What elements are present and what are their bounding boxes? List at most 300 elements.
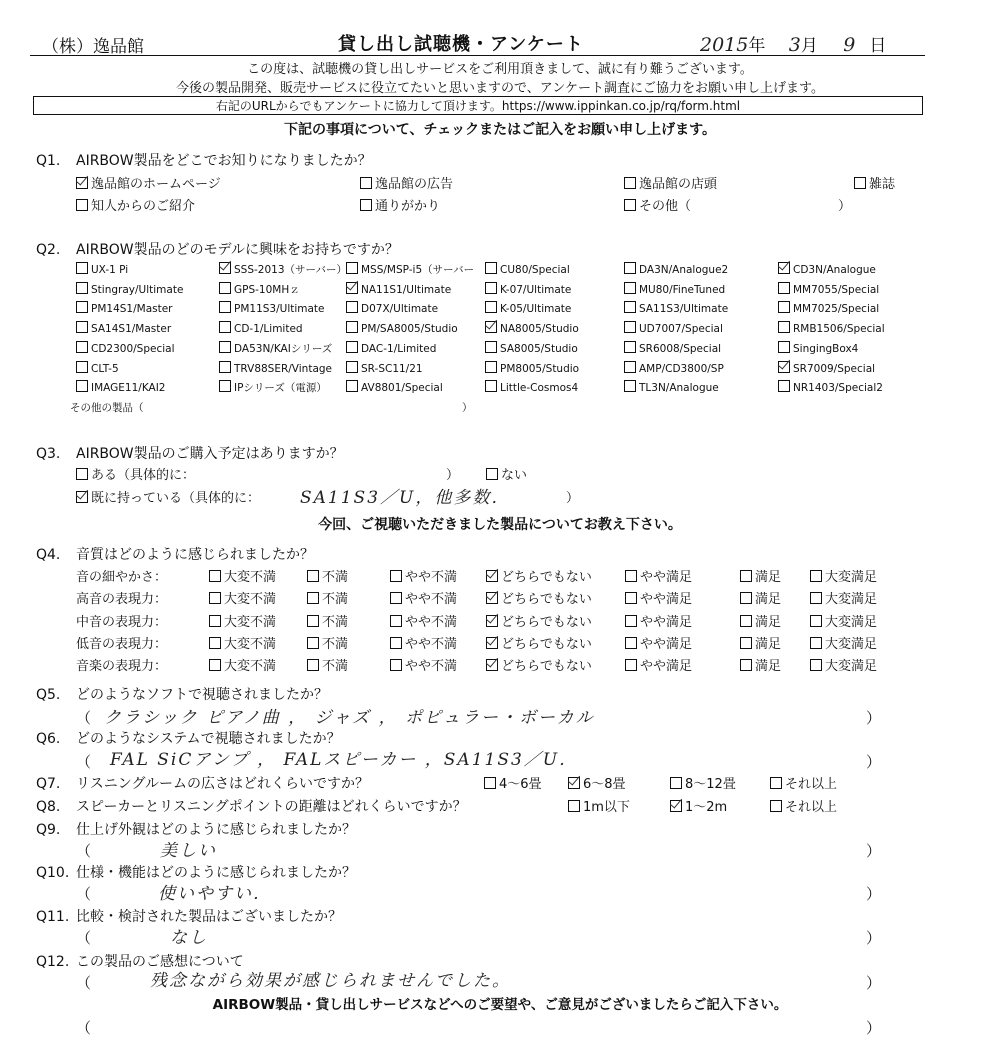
option-label: 通りがかり bbox=[375, 199, 441, 214]
checkbox[interactable] bbox=[390, 659, 402, 671]
checkbox[interactable] bbox=[360, 177, 372, 189]
option-label: CU80/Special bbox=[500, 264, 570, 276]
checkbox[interactable] bbox=[485, 262, 497, 274]
option-q2-37[interactable] bbox=[219, 380, 327, 395]
checkbox[interactable] bbox=[624, 282, 636, 294]
option-q1-1[interactable] bbox=[360, 173, 453, 192]
checkbox[interactable] bbox=[346, 262, 358, 274]
date-day-label: 日 bbox=[869, 36, 887, 56]
option-label: 逸品館のホームページ bbox=[91, 177, 221, 192]
option-label: AV8801/Special bbox=[361, 382, 443, 394]
option-q4-r4-1[interactable] bbox=[307, 655, 348, 674]
option-q2-15[interactable] bbox=[485, 301, 571, 315]
option-q4-r2-2[interactable] bbox=[390, 611, 457, 630]
option-q2-11[interactable] bbox=[778, 282, 879, 296]
checkbox[interactable] bbox=[76, 282, 88, 294]
checkbox[interactable] bbox=[209, 570, 221, 582]
option-q4-r4-4[interactable] bbox=[625, 655, 692, 674]
option-label: やや満足 bbox=[640, 615, 693, 630]
checkbox[interactable] bbox=[346, 341, 358, 353]
option-label: 知人からのご紹介 bbox=[91, 199, 196, 214]
option-label: Stingray/Ultimate bbox=[91, 284, 184, 296]
option-q2-28[interactable] bbox=[624, 341, 721, 355]
checkbox[interactable] bbox=[307, 637, 319, 649]
q4-row-label: 音の細やかさ： bbox=[76, 570, 168, 585]
option-label: どちらでもない bbox=[501, 592, 592, 607]
option-label: SSS-2013（サーバー） bbox=[234, 264, 347, 276]
checkbox-checked[interactable] bbox=[346, 282, 358, 294]
checkbox[interactable] bbox=[390, 570, 402, 582]
option-label: TRV88SER/Vintage bbox=[234, 363, 333, 375]
q7-text: リスニングルームの広さはどれくらいですか？ bbox=[76, 776, 370, 792]
option-label: 満足 bbox=[755, 592, 782, 607]
checkbox[interactable] bbox=[219, 380, 231, 392]
option-q2-31[interactable] bbox=[219, 361, 332, 375]
option-q2-13[interactable] bbox=[219, 301, 325, 315]
checkbox[interactable] bbox=[390, 637, 402, 649]
checkbox[interactable] bbox=[670, 777, 682, 789]
checkbox[interactable] bbox=[346, 321, 358, 333]
option-q2-25[interactable] bbox=[219, 341, 332, 356]
q11-close-paren: ） bbox=[866, 929, 882, 947]
option-q4-r0-5[interactable] bbox=[740, 566, 781, 585]
checkbox[interactable] bbox=[740, 592, 752, 604]
option-q4-r2-1[interactable] bbox=[307, 611, 348, 630]
option-label: PM11S3/Ultimate bbox=[234, 303, 325, 315]
option-q8-0[interactable] bbox=[568, 796, 630, 815]
option-q7-0[interactable] bbox=[484, 773, 542, 792]
q3-option-no[interactable] bbox=[486, 464, 527, 483]
checkbox[interactable] bbox=[810, 615, 822, 627]
option-q4-r3-0[interactable] bbox=[209, 633, 276, 652]
q9-close-paren: ） bbox=[866, 842, 882, 860]
option-q2-40[interactable] bbox=[624, 380, 719, 394]
checkbox-checked[interactable] bbox=[76, 491, 88, 503]
option-q2-16[interactable] bbox=[624, 301, 728, 315]
option-label: IPシリーズ（電源） bbox=[234, 382, 327, 394]
checkbox[interactable] bbox=[854, 177, 866, 189]
checkbox[interactable] bbox=[778, 341, 790, 353]
checkbox[interactable] bbox=[209, 592, 221, 604]
checkbox[interactable] bbox=[625, 570, 637, 582]
q5-text: どのようなソフトで視聴されましたか？ bbox=[76, 687, 328, 703]
checkbox-checked[interactable] bbox=[568, 777, 580, 789]
option-q4-r2-0[interactable] bbox=[209, 611, 276, 630]
checkbox[interactable] bbox=[778, 282, 790, 294]
checkbox[interactable] bbox=[624, 380, 636, 392]
option-label: やや満足 bbox=[640, 659, 693, 674]
option-label: 満足 bbox=[755, 637, 782, 652]
q12-text: この製品のご感想について bbox=[76, 954, 244, 970]
option-q4-r2-6[interactable] bbox=[810, 611, 877, 630]
q6-close-paren: ） bbox=[866, 753, 882, 771]
option-label: 満足 bbox=[755, 659, 782, 674]
option-q4-r0-2[interactable] bbox=[390, 566, 457, 585]
option-label: D07X/Ultimate bbox=[361, 303, 439, 315]
checkbox[interactable] bbox=[485, 341, 497, 353]
checkbox[interactable] bbox=[485, 301, 497, 313]
checkbox[interactable] bbox=[624, 262, 636, 274]
q7-question bbox=[36, 773, 369, 793]
option-q8-2[interactable] bbox=[770, 796, 837, 815]
url-line[interactable]: 右記のURLからでもアンケートに協力して頂けます。https://www.ippinkan.co.jp/rq/form.html bbox=[215, 99, 741, 113]
option-q4-r4-6[interactable] bbox=[810, 655, 877, 674]
option-label: 1～2m bbox=[685, 800, 728, 815]
q3-number: Q3. bbox=[36, 446, 61, 462]
checkbox[interactable] bbox=[346, 380, 358, 392]
checkbox[interactable] bbox=[778, 321, 790, 333]
q1-other-close: ） bbox=[838, 199, 852, 214]
option-q2-21[interactable] bbox=[485, 321, 579, 335]
checkbox[interactable] bbox=[307, 592, 319, 604]
option-q2-2[interactable] bbox=[346, 262, 474, 277]
option-label: 満足 bbox=[755, 570, 782, 585]
checkbox[interactable] bbox=[624, 341, 636, 353]
checkbox[interactable] bbox=[219, 361, 231, 373]
option-label: MSS/MSP-i5（サーバー bbox=[361, 264, 475, 276]
option-label: やや満足 bbox=[640, 592, 693, 607]
checkbox[interactable] bbox=[360, 199, 372, 211]
option-label: SA11S3/Ultimate bbox=[639, 303, 729, 315]
option-label: 大変不満 bbox=[224, 615, 277, 630]
option-label: やや満足 bbox=[640, 637, 693, 652]
checkbox[interactable] bbox=[76, 301, 88, 313]
checkbox[interactable] bbox=[624, 199, 636, 211]
option-q2-23[interactable] bbox=[778, 321, 885, 335]
checkbox-checked[interactable] bbox=[76, 177, 88, 189]
option-q4-r0-0[interactable] bbox=[209, 566, 276, 585]
option-label: 満足 bbox=[755, 615, 782, 630]
option-q2-26[interactable] bbox=[346, 341, 436, 355]
option-label: K-05/Ultimate bbox=[500, 303, 572, 315]
option-q2-18[interactable] bbox=[76, 321, 171, 335]
option-q2-20[interactable] bbox=[346, 321, 458, 335]
checkbox-checked[interactable] bbox=[486, 659, 498, 671]
checkbox[interactable] bbox=[76, 262, 88, 274]
q10-number: Q10. bbox=[36, 865, 70, 881]
checkbox[interactable] bbox=[484, 777, 496, 789]
checkbox[interactable] bbox=[307, 570, 319, 582]
q3-question bbox=[36, 443, 344, 463]
option-q1-0[interactable] bbox=[76, 173, 221, 192]
option-q4-r1-3[interactable] bbox=[486, 588, 592, 607]
option-q7-3[interactable] bbox=[770, 773, 837, 792]
q11-open-paren: （ bbox=[76, 929, 92, 947]
option-q2-39[interactable] bbox=[485, 380, 578, 394]
option-q2-29[interactable] bbox=[778, 341, 858, 355]
checkbox[interactable] bbox=[219, 301, 231, 313]
option-q1-4[interactable] bbox=[76, 195, 195, 214]
option-q4-r1-2[interactable] bbox=[390, 588, 457, 607]
checkbox[interactable] bbox=[624, 361, 636, 373]
option-q1-3[interactable] bbox=[854, 173, 895, 192]
checkbox[interactable] bbox=[740, 615, 752, 627]
option-q4-r1-6[interactable] bbox=[810, 588, 877, 607]
q8-question bbox=[36, 796, 467, 816]
q5-answer-handwritten: クラシック ピアノ曲 ， ジャズ ， ポピュラー・ボーカル bbox=[104, 708, 595, 728]
option-q4-r2-4[interactable] bbox=[625, 611, 692, 630]
checkbox[interactable] bbox=[346, 361, 358, 373]
checkbox[interactable] bbox=[625, 637, 637, 649]
checkbox[interactable] bbox=[76, 380, 88, 392]
checkbox[interactable] bbox=[390, 592, 402, 604]
checkbox-checked[interactable] bbox=[778, 262, 790, 274]
option-q4-r4-2[interactable] bbox=[390, 655, 457, 674]
q2-other-products bbox=[70, 400, 144, 415]
option-q2-30[interactable] bbox=[76, 361, 119, 375]
q1-number: Q1. bbox=[36, 153, 61, 169]
option-q4-r2-3[interactable] bbox=[486, 611, 592, 630]
option-q8-1[interactable] bbox=[670, 796, 727, 815]
option-label: やや満足 bbox=[640, 570, 693, 585]
q1-question bbox=[36, 150, 372, 170]
option-q2-4[interactable] bbox=[624, 262, 728, 276]
option-q2-19[interactable] bbox=[219, 321, 303, 335]
date-month-label: 月 bbox=[800, 36, 818, 56]
option-label: 大変不満 bbox=[224, 659, 277, 674]
q10-close-paren: ） bbox=[866, 885, 882, 903]
checkbox[interactable] bbox=[778, 380, 790, 392]
option-q4-r0-1[interactable] bbox=[307, 566, 348, 585]
option-label: MM7025/Special bbox=[793, 303, 880, 315]
option-q2-1[interactable] bbox=[219, 262, 347, 277]
option-label: MM7055/Special bbox=[793, 284, 880, 296]
option-q2-0[interactable] bbox=[76, 262, 128, 276]
checkbox[interactable] bbox=[770, 777, 782, 789]
option-label: NA11S1/Ultimate bbox=[361, 284, 452, 296]
option-label: どちらでもない bbox=[501, 659, 592, 674]
checkbox[interactable] bbox=[778, 301, 790, 313]
option-q7-2[interactable] bbox=[670, 773, 736, 792]
checkbox-checked[interactable] bbox=[486, 637, 498, 649]
checkbox[interactable] bbox=[76, 361, 88, 373]
option-q2-10[interactable] bbox=[624, 282, 725, 296]
checkbox[interactable] bbox=[485, 380, 497, 392]
option-q4-r4-0[interactable] bbox=[209, 655, 276, 674]
option-q4-r3-1[interactable] bbox=[307, 633, 348, 652]
option-q2-3[interactable] bbox=[485, 262, 570, 276]
option-q4-r3-6[interactable] bbox=[810, 633, 877, 652]
option-q2-12[interactable] bbox=[76, 301, 173, 315]
date-day-handwritten: 9 bbox=[843, 34, 856, 56]
q4-row-label: 低音の表現力： bbox=[76, 637, 168, 652]
checkbox[interactable] bbox=[307, 615, 319, 627]
q2-other-label: その他の製品（ bbox=[70, 402, 144, 414]
checkbox[interactable] bbox=[770, 800, 782, 812]
checkbox-checked[interactable] bbox=[486, 615, 498, 627]
option-label: 6～8畳 bbox=[583, 777, 626, 792]
option-q4-r0-3[interactable] bbox=[486, 566, 592, 585]
option-q2-6[interactable] bbox=[76, 282, 183, 296]
option-q2-24[interactable] bbox=[76, 341, 175, 355]
checkbox[interactable] bbox=[209, 615, 221, 627]
option-q1-6[interactable] bbox=[624, 195, 691, 214]
q12-open-paren: （ bbox=[76, 974, 92, 992]
checkbox-checked[interactable] bbox=[219, 262, 231, 274]
q11-number: Q11. bbox=[36, 909, 70, 925]
q4-text: 音質はどのように感じられましたか？ bbox=[76, 547, 314, 563]
checkbox[interactable] bbox=[625, 659, 637, 671]
option-q2-14[interactable] bbox=[346, 301, 438, 315]
q5-close-paren: ） bbox=[866, 709, 882, 727]
option-q1-2[interactable] bbox=[624, 173, 717, 192]
option-q4-r1-0[interactable] bbox=[209, 588, 276, 607]
option-label: GPS-10MHｚ bbox=[234, 284, 300, 296]
checkbox[interactable] bbox=[625, 615, 637, 627]
checkbox[interactable] bbox=[219, 341, 231, 353]
option-label: 不満 bbox=[322, 637, 349, 652]
option-q2-34[interactable] bbox=[624, 361, 724, 375]
q12-answer-handwritten: 残念ながら効果が感じられませんでした。 bbox=[150, 971, 511, 991]
option-label: 8～12畳 bbox=[685, 777, 736, 792]
option-q4-r2-5[interactable] bbox=[740, 611, 781, 630]
option-label: 大変不満 bbox=[224, 570, 277, 585]
closing-lead: AIRBOW製品・貸し出しサービスなどへのご要望や、ご意見がございましたらご記入下さい。 bbox=[212, 997, 788, 1013]
option-label: DA3N/Analogue2 bbox=[639, 264, 729, 276]
option-q4-r4-5[interactable] bbox=[740, 655, 781, 674]
option-q4-r3-5[interactable] bbox=[740, 633, 781, 652]
checkbox[interactable] bbox=[810, 592, 822, 604]
checkbox[interactable] bbox=[209, 659, 221, 671]
checkbox[interactable] bbox=[76, 199, 88, 211]
option-label: SR6008/Special bbox=[639, 343, 722, 355]
intro-line-1: この度は、試聴機の貸し出しサービスをご利用頂きまして、誠に有り難うございます。 bbox=[247, 62, 753, 77]
option-label: 大変満足 bbox=[825, 615, 878, 630]
checkbox[interactable] bbox=[625, 592, 637, 604]
date-year-label: 年 bbox=[748, 36, 766, 56]
checkbox-checked[interactable] bbox=[486, 570, 498, 582]
q8-number: Q8. bbox=[36, 799, 61, 815]
option-label: PM14S1/Master bbox=[91, 303, 173, 315]
option-label: CD-1/Limited bbox=[234, 323, 303, 335]
checkbox[interactable] bbox=[486, 468, 498, 480]
option-q2-33[interactable] bbox=[485, 361, 579, 375]
option-label: どちらでもない bbox=[501, 637, 592, 652]
option-q2-41[interactable] bbox=[778, 380, 883, 394]
q5-open-paren: （ bbox=[76, 709, 92, 727]
option-q4-r0-6[interactable] bbox=[810, 566, 877, 585]
q3-option-yes[interactable] bbox=[76, 464, 195, 483]
checkbox-checked[interactable] bbox=[778, 361, 790, 373]
option-label: SR-SC11/21 bbox=[361, 363, 423, 375]
checkbox[interactable] bbox=[624, 177, 636, 189]
option-q4-r1-5[interactable] bbox=[740, 588, 781, 607]
option-label: DA53N/KAIシリーズ bbox=[234, 343, 333, 355]
q3-no-label: ない bbox=[501, 468, 528, 483]
option-label: DAC-1/Limited bbox=[361, 343, 437, 355]
checkbox[interactable] bbox=[810, 570, 822, 582]
option-label: K-07/Ultimate bbox=[500, 284, 572, 296]
option-q4-r3-4[interactable] bbox=[625, 633, 692, 652]
checkbox[interactable] bbox=[219, 321, 231, 333]
option-label: それ以上 bbox=[785, 777, 838, 792]
option-q2-36[interactable] bbox=[76, 380, 165, 394]
option-q2-35[interactable] bbox=[778, 361, 875, 375]
option-q4-r4-3[interactable] bbox=[486, 655, 592, 674]
form-title: 貸し出し試聴機・アンケート bbox=[338, 34, 584, 55]
q2-number: Q2. bbox=[36, 242, 61, 258]
q6-text: どのようなシステムで視聴されましたか？ bbox=[76, 731, 341, 747]
option-q4-r1-1[interactable] bbox=[307, 588, 348, 607]
checkbox-checked[interactable] bbox=[485, 321, 497, 333]
checkbox[interactable] bbox=[810, 659, 822, 671]
checkbox[interactable] bbox=[624, 321, 636, 333]
checkbox[interactable] bbox=[76, 468, 88, 480]
option-label: SR7009/Special bbox=[793, 363, 876, 375]
checkbox[interactable] bbox=[76, 341, 88, 353]
q2-text: AIRBOW製品のどのモデルに興味をお持ちですか？ bbox=[76, 242, 399, 258]
option-label: SA8005/Studio bbox=[500, 343, 578, 355]
q10-answer-handwritten: 使いやすい． bbox=[158, 884, 272, 904]
option-label: PM/SA8005/Studio bbox=[361, 323, 458, 335]
q3-own-handwritten: SA11S3／U，他多数． bbox=[300, 488, 511, 508]
header-divider bbox=[30, 55, 925, 56]
checkbox-checked[interactable] bbox=[486, 592, 498, 604]
checkbox[interactable] bbox=[740, 659, 752, 671]
checkbox[interactable] bbox=[485, 282, 497, 294]
closing-open-paren: （ bbox=[76, 1019, 92, 1037]
instruction-lead: 下記の事項について、チェックまたはご記入をお願い申し上げます。 bbox=[284, 122, 716, 138]
option-label: PM8005/Studio bbox=[500, 363, 580, 375]
q3-option-own[interactable] bbox=[76, 487, 260, 506]
option-q4-r3-3[interactable] bbox=[486, 633, 592, 652]
option-q4-r0-4[interactable] bbox=[625, 566, 692, 585]
option-label: UX-1 Pi bbox=[91, 264, 129, 276]
option-label: 大変満足 bbox=[825, 570, 878, 585]
checkbox[interactable] bbox=[76, 321, 88, 333]
checkbox[interactable] bbox=[810, 637, 822, 649]
option-q2-9[interactable] bbox=[485, 282, 571, 296]
option-q2-8[interactable] bbox=[346, 282, 451, 296]
option-q2-38[interactable] bbox=[346, 380, 443, 394]
checkbox[interactable] bbox=[209, 637, 221, 649]
option-q4-r3-2[interactable] bbox=[390, 633, 457, 652]
checkbox[interactable] bbox=[740, 570, 752, 582]
option-q1-5[interactable] bbox=[360, 195, 440, 214]
option-q2-17[interactable] bbox=[778, 301, 879, 315]
option-label: 不満 bbox=[322, 615, 349, 630]
option-label: SingingBox4 bbox=[793, 343, 859, 355]
option-q2-5[interactable] bbox=[778, 262, 876, 276]
option-label: 不満 bbox=[322, 659, 349, 674]
q6-open-paren: （ bbox=[76, 753, 92, 771]
option-q2-32[interactable] bbox=[346, 361, 423, 375]
checkbox-checked[interactable] bbox=[670, 800, 682, 812]
option-q2-22[interactable] bbox=[624, 321, 723, 335]
checkbox[interactable] bbox=[219, 282, 231, 294]
option-label: 大変不満 bbox=[224, 592, 277, 607]
option-q2-27[interactable] bbox=[485, 341, 578, 355]
checkbox[interactable] bbox=[624, 301, 636, 313]
option-label: 不満 bbox=[322, 570, 349, 585]
checkbox[interactable] bbox=[485, 361, 497, 373]
date-year-handwritten: 2015 bbox=[700, 34, 749, 56]
checkbox[interactable] bbox=[390, 615, 402, 627]
option-q2-7[interactable] bbox=[219, 282, 300, 297]
option-label: やや不満 bbox=[405, 659, 458, 674]
checkbox[interactable] bbox=[346, 301, 358, 313]
checkbox[interactable] bbox=[307, 659, 319, 671]
q2-other-close: ） bbox=[462, 402, 473, 414]
checkbox[interactable] bbox=[568, 800, 580, 812]
option-label: TL3N/Analogue bbox=[639, 382, 719, 394]
q12-close-paren: ） bbox=[866, 974, 882, 992]
q5-number: Q5. bbox=[36, 687, 61, 703]
section2-lead: 今回、ご視聴いただきました製品についてお教え下さい。 bbox=[318, 517, 682, 533]
option-q4-r1-4[interactable] bbox=[625, 588, 692, 607]
option-q7-1[interactable] bbox=[568, 773, 626, 792]
checkbox[interactable] bbox=[740, 637, 752, 649]
